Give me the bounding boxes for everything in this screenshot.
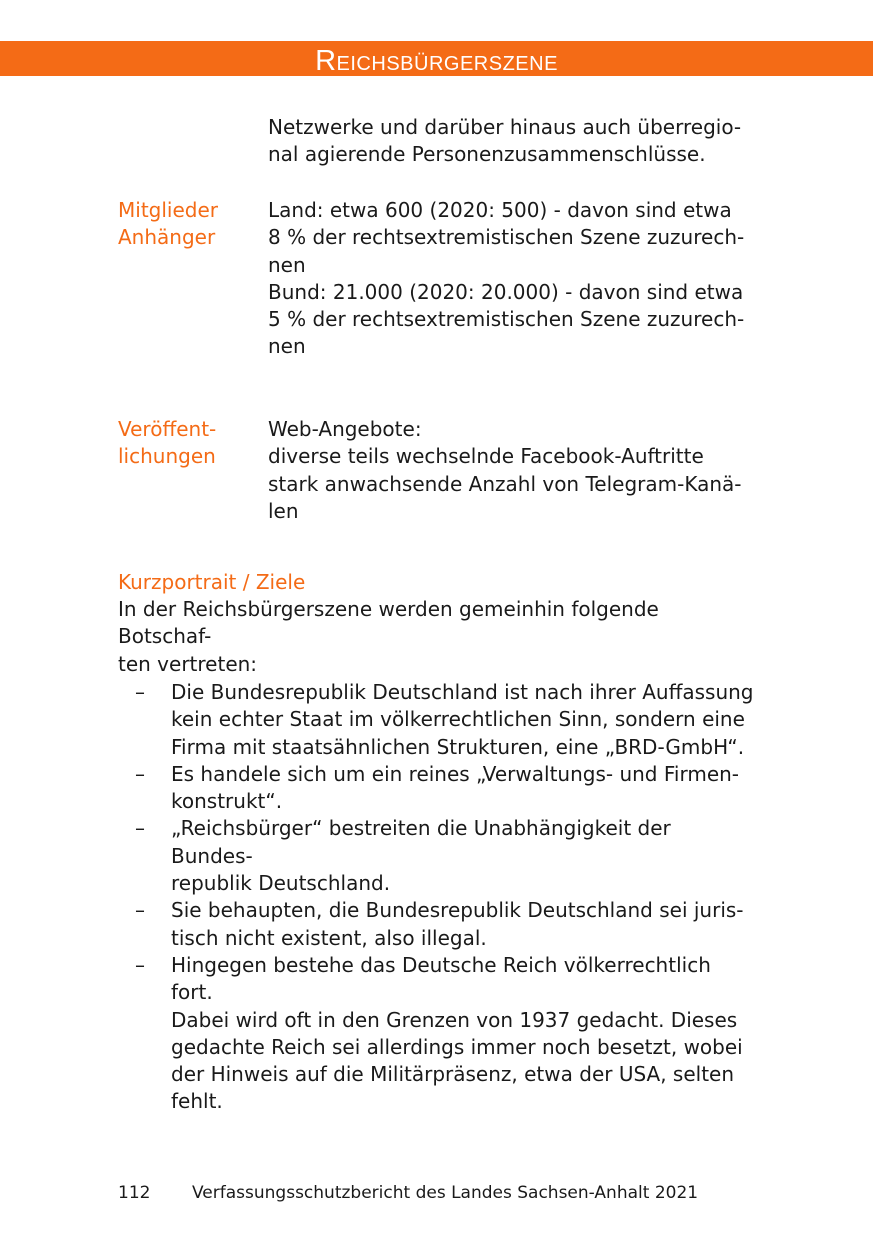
list-item-line: der Hinweis auf die Militärpräsenz, etwa der USA, selten xyxy=(171,1062,735,1087)
publications-line: Web-Angebote: xyxy=(268,417,422,441)
list-item-line: konstrukt“. xyxy=(171,789,283,814)
portrait-text xyxy=(118,596,758,678)
members-text xyxy=(268,197,748,361)
list-dash: – xyxy=(135,816,145,841)
publications-label-line: lichungen xyxy=(118,444,216,469)
members-label-line: Anhänger xyxy=(118,225,216,250)
list-item-line: Sie behaupten, die Bundesrepublik Deutschland sei juris- xyxy=(171,898,744,923)
members-label xyxy=(118,197,218,252)
list-item-line: Dabei wird oft in den Grenzen von 1937 gedacht. Dieses xyxy=(171,1007,738,1032)
list-item-line: Die Bundesrepublik Deutschland ist nach ihrer Auffassung xyxy=(171,680,754,704)
intro-line: nal agierende Personenzusammenschlüsse. xyxy=(268,142,706,167)
list-dash: – xyxy=(135,680,145,704)
list-item xyxy=(118,679,758,761)
members-line: 8 % der rechtsextremistischen Szene zuzurech- xyxy=(268,225,745,250)
portrait-line: In der Reichsbürgerszene werden gemeinhin folgende Botschaf- xyxy=(118,597,659,649)
publications-line: stark anwachsende Anzahl von Telegram-Kanä- xyxy=(268,471,742,496)
publications-label xyxy=(118,416,216,471)
members-line: nen xyxy=(268,252,306,277)
members-line: nen xyxy=(268,334,306,359)
list-item-line: gedachte Reich sei allerdings immer noch besetzt, wobei xyxy=(171,1034,743,1059)
publications-label-line: Veröffent- xyxy=(118,417,217,441)
list-item-line: fehlt. xyxy=(171,1089,223,1114)
publication-title: Verfassungsschutzbericht des Landes Sachsen-Anhalt 2021 xyxy=(192,1183,699,1203)
members-line: Land: etwa 600 (2020: 500) - davon sind etwa xyxy=(268,198,732,222)
list-item-line: Hingegen bestehe das Deutsche Reich völkerrechtlich fort. xyxy=(171,952,711,1005)
portrait-line: ten vertreten: xyxy=(118,651,258,676)
intro-line: Netzwerke und darüber hinaus auch überregio- xyxy=(268,115,742,139)
list-item xyxy=(118,952,758,1116)
list-item-line: republik Deutschland. xyxy=(171,871,391,896)
publications-text xyxy=(268,416,748,525)
intro-text xyxy=(268,114,748,169)
list-item-line: Es handele sich um ein reines „Verwaltungs- und Firmen- xyxy=(171,761,740,786)
section-title: Reichsbürgerszene xyxy=(315,45,558,77)
page-number: 112 xyxy=(118,1183,151,1203)
list-item-line: tisch nicht existent, also illegal. xyxy=(171,925,487,950)
list-item xyxy=(118,897,758,952)
list-item-line: kein echter Staat im völkerrechtlichen Sinn, sondern eine xyxy=(171,707,745,732)
list-item-line: Firma mit staatsähnlichen Strukturen, eine „BRD-GmbH“. xyxy=(171,734,745,759)
list-dash: – xyxy=(135,952,145,977)
list-item xyxy=(118,815,758,897)
list-dash: – xyxy=(135,898,145,923)
list-item xyxy=(118,761,758,816)
members-line: Bund: 21.000 (2020: 20.000) - davon sind etwa xyxy=(268,279,744,304)
list-dash: – xyxy=(135,761,145,786)
list-item-line: „Reichsbürger“ bestreiten die Unabhängigkeit der Bundes- xyxy=(171,816,671,868)
portrait-heading: Kurzportrait / Ziele xyxy=(118,570,306,594)
claims-list xyxy=(118,679,758,1116)
members-line: 5 % der rechtsextremistischen Szene zuzurech- xyxy=(268,307,745,332)
section-header-bar xyxy=(0,41,873,76)
publications-line: len xyxy=(268,498,299,523)
publications-line: diverse teils wechselnde Facebook-Auftritte xyxy=(268,444,704,469)
members-label-line: Mitglieder xyxy=(118,198,218,222)
